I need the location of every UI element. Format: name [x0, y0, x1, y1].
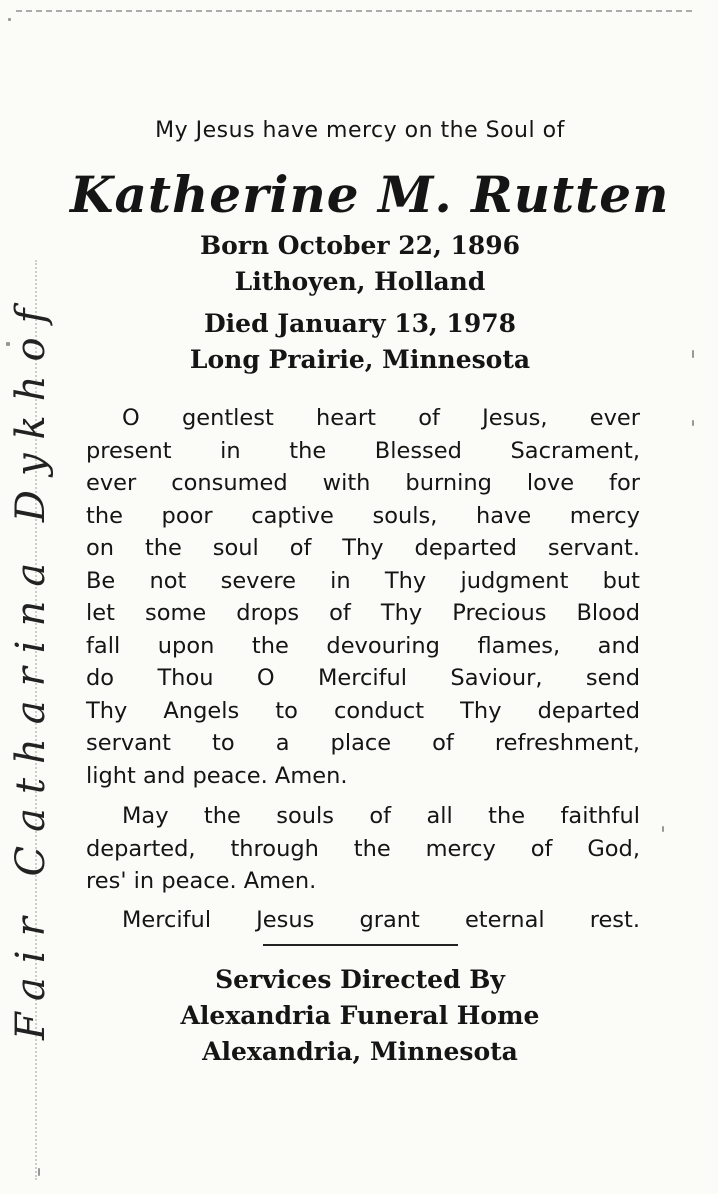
prayer-line: light and peace. Amen. [86, 762, 348, 789]
divider-rule [263, 944, 458, 946]
prayer-line: May the souls of all the faithful [122, 803, 640, 829]
memorial-card [70, 110, 670, 1070]
funeral-home-name: Alexandria Funeral Home [180, 1001, 540, 1030]
handwritten-name: Fair Catharina Dykhof [8, 294, 54, 1040]
services-line: Services Directed By [215, 965, 505, 994]
speck [662, 826, 664, 832]
card-heading: My Jesus have mercy on the Soul of [155, 118, 565, 143]
death-date: Died January 13, 1978 [203, 309, 517, 338]
speck [8, 18, 11, 21]
speck [38, 1168, 40, 1176]
birth-date: Born October 22, 1896 [199, 231, 521, 260]
services-block [70, 962, 650, 1070]
prayer-line: Thy Angels to conduct Thy departed [86, 697, 640, 724]
prayer-line: ever consumed with burning love for [86, 470, 640, 496]
birth-place: Lithoyen, Holland [234, 267, 486, 296]
prayer-line: on the soul of Thy departed servant. [86, 535, 640, 561]
prayer-paragraph-2 [86, 800, 640, 898]
funeral-home-location: Alexandria, Minnesota [202, 1037, 518, 1066]
prayer-paragraph-3 [86, 904, 640, 937]
prayer-line: Be not severe in Thy judgment but [86, 567, 640, 594]
speck [692, 420, 694, 426]
prayer-line: servant to a place of refreshment, [86, 730, 640, 756]
prayer-line: fall upon the devouring flames, and [86, 632, 640, 659]
prayer-line: departed, through the mercy of God, [86, 835, 640, 862]
deceased-name: Katherine M. Rutten [70, 165, 670, 224]
prayer-text [70, 402, 650, 936]
prayer-line: Merciful Jesus grant eternal rest. [122, 906, 640, 933]
prayer-line: the poor captive souls, have mercy [86, 502, 640, 529]
prayer-line: let some drops of Thy Precious Blood [86, 600, 640, 626]
death-place: Long Prairie, Minnesota [189, 345, 531, 374]
scan-top-edge [16, 10, 692, 12]
prayer-line: do Thou O Merciful Saviour, send [86, 665, 640, 691]
prayer-line: O gentlest heart of Jesus, ever [122, 405, 640, 431]
prayer-line: present in the Blessed Sacrament, [86, 437, 640, 464]
speck [692, 350, 694, 358]
prayer-line: res' in peace. Amen. [86, 868, 317, 894]
